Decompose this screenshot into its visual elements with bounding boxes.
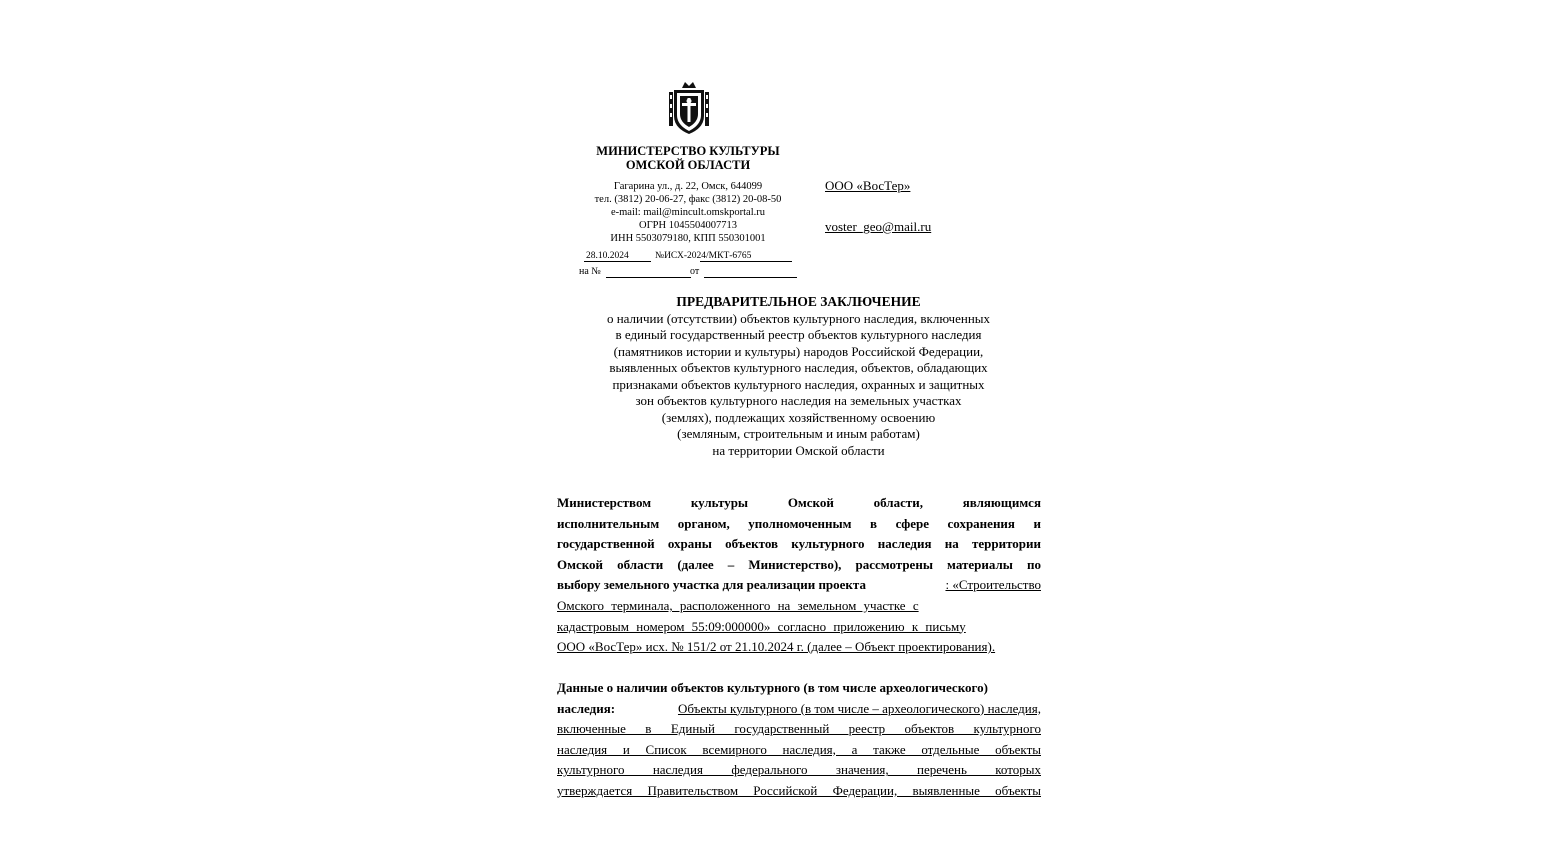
subtitle-line: выявленных объектов культурного наследия, объектов, обладающих (609, 360, 988, 376)
paragraph-line: Омской области (далее – Министерство), рассмотрены материалы по (557, 556, 1041, 572)
document-title: ПРЕДВАРИТЕЛЬНОЕ ЗАКЛЮЧЕНИЕ (676, 294, 921, 309)
addressee-name: ООО «ВосТер» (825, 178, 911, 193)
subtitle-line: (земляным, строительным и иным работам) (677, 426, 920, 442)
paragraph-bold-fragment: наследия: (557, 700, 616, 716)
paragraph-line: Омского терминала, расположенного на земельном участке с (557, 597, 919, 613)
registration-number: №ИСХ-2024/МКТ-6765 (655, 251, 752, 261)
subtitle-line: зон объектов культурного наследия на земельных участках (635, 393, 962, 409)
paragraph-line: кадастровым номером 55:09:000000» согласно приложению к письму (557, 618, 966, 634)
ministry-contact-block (560, 181, 816, 246)
contact-phone: тел. (3812) 20-06-27, факс (3812) 20-08-50 (594, 193, 782, 205)
subtitle-line: о наличии (отсутствии) объектов культурного наследия, включенных (606, 311, 991, 326)
paragraph-materials-reviewed (557, 493, 1041, 658)
contact-ogrn: ОГРН 1045504007713 (639, 219, 737, 231)
reference-date-label: от (690, 266, 700, 277)
reference-date-blank (704, 277, 797, 278)
registration-date: 28.10.2024 (586, 251, 629, 261)
addressee-email[interactable]: voster_geo@mail.ru (825, 219, 932, 234)
subtitle-line: (памятников истории и культуры) народов Российской Федерации, (613, 343, 984, 359)
paragraph-line: государственной охраны объектов культурного наследия на территории (557, 536, 1041, 552)
document-subtitle (557, 311, 1040, 459)
subtitle-line: на территории Омской области (712, 442, 885, 458)
registration-number-underline (700, 261, 792, 262)
contact-email: e-mail: mail@mincult.omskportal.ru (610, 206, 765, 218)
paragraph-line: культурного наследия федерального значения, перечень которых (557, 762, 1041, 778)
registration-date-underline (584, 261, 651, 262)
ministry-name-line1: МИНИСТЕРСТВО КУЛЬТУРЫ (596, 144, 780, 158)
contact-inn: ИНН 5503079180, КПП 550301001 (610, 232, 766, 244)
paragraph-line (557, 575, 1041, 596)
paragraph-line: исполнительным органом, уполномоченным в сфере сохранения и (557, 515, 1041, 531)
reference-number-label: на № (579, 266, 601, 277)
reference-number-blank (606, 277, 691, 278)
paragraph-underlined-fragment: : «Строительство (945, 577, 1041, 593)
paragraph-heritage-data (557, 678, 1041, 802)
paragraph-line: Министерством культуры Омской области, являющимся (557, 495, 1041, 510)
subtitle-line: признаками объектов культурного наследия, охранных и защитных (612, 376, 985, 392)
paragraph-underlined-fragment: Объекты культурного (в том числе – археологического) наследия, (677, 700, 1041, 716)
paragraph-line: утверждается Правительством Российской Федерации, выявленные объекты (557, 782, 1041, 798)
coat-of-arms-emblem (666, 80, 712, 136)
paragraph-line: включенные в Единый государственный реестр объектов культурного (557, 721, 1041, 737)
paragraph-line: Данные о наличии объектов культурного (в том числе археологического) (557, 680, 988, 695)
ministry-name-line2: ОМСКОЙ ОБЛАСТИ (625, 158, 751, 172)
paragraph-bold-fragment: выбору земельного участка для реализации проекта (557, 577, 866, 593)
subtitle-line: в единый государственный реестр объектов культурного наследия (615, 327, 982, 343)
subtitle-line: (землях), подлежащих хозяйственному освоению (661, 409, 936, 425)
paragraph-line: ООО «ВосТер» исх. № 151/2 от 21.10.2024 г. (далее – Объект проектирования). (557, 639, 996, 655)
paragraph-line (557, 699, 1041, 720)
paragraph-line: наследия и Список всемирного наследия, а также отдельные объекты (557, 741, 1041, 757)
contact-address: Гагарина ул., д. 22, Омск, 644099 (613, 181, 763, 192)
